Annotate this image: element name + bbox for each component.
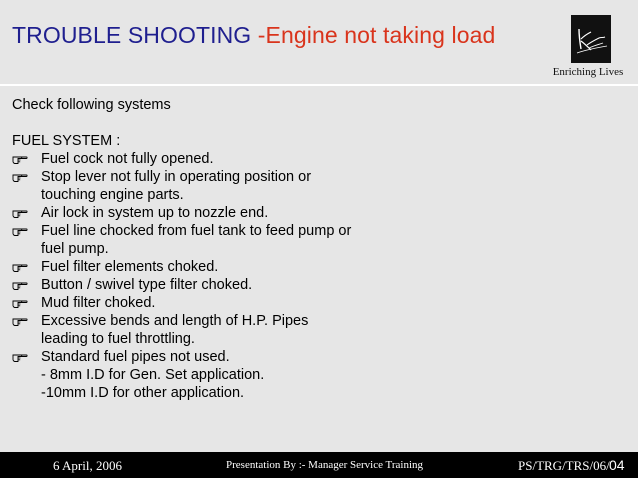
pointing-hand-icon: [12, 298, 28, 309]
pointing-hand-icon: [12, 262, 28, 273]
checklist-item: [12, 276, 612, 294]
slide-title: [12, 22, 495, 49]
slide-body: [12, 96, 612, 402]
pointing-hand-icon: [12, 208, 28, 219]
checklist-item: [12, 312, 612, 348]
sub-points: [12, 366, 612, 402]
checklist-item: [12, 204, 612, 222]
checklist-item: [12, 168, 612, 204]
checklist-item-text: Excessive bends and length of H.P. Pipes: [41, 313, 309, 329]
sub-point: -10mm I.D for other application.: [41, 385, 245, 401]
footer-presenter: Presentation By :- Manager Service Training: [226, 459, 424, 471]
title-divider: [0, 84, 638, 86]
checklist-item-text: Fuel line chocked from fuel tank to feed pump or: [41, 223, 352, 239]
checklist-item: [12, 150, 612, 168]
sub-point: - 8mm I.D for Gen. Set application.: [41, 367, 265, 383]
brand-tagline: Enriching Lives: [552, 66, 624, 78]
checklist-item-text: leading to fuel throttling.: [41, 331, 195, 347]
checklist-item: [12, 258, 612, 276]
checklist: [12, 150, 612, 366]
pointing-hand-icon: [12, 226, 28, 237]
logo-icon: [571, 15, 611, 63]
pointing-hand-icon: [12, 172, 28, 183]
pointing-hand-icon: [12, 352, 28, 363]
pointing-hand-icon: [12, 316, 28, 327]
intro-text: Check following systems: [12, 97, 171, 113]
checklist-item-text: Button / swivel type filter choked.: [41, 277, 253, 293]
footer-bar: [0, 452, 638, 478]
footer-doc-code: PS/TRG/TRS/06/: [518, 458, 610, 473]
checklist-item-text: Standard fuel pipes not used.: [41, 349, 230, 365]
checklist-item: [12, 348, 612, 366]
checklist-item-text: Fuel filter elements choked.: [41, 259, 219, 275]
footer-date: 6 April, 2006: [53, 458, 122, 473]
title-main: TROUBLE SHOOTING: [12, 22, 252, 48]
page-number: 04: [609, 457, 625, 473]
checklist-item-text: Air lock in system up to nozzle end.: [41, 205, 269, 221]
checklist-item-text: Stop lever not fully in operating position or: [41, 169, 312, 185]
checklist-item-text: touching engine parts.: [41, 187, 184, 203]
checklist-item-text: Mud filter choked.: [41, 295, 156, 311]
checklist-item-text: Fuel cock not fully opened.: [41, 151, 214, 167]
pointing-hand-icon: [12, 154, 28, 165]
pointing-hand-icon: [12, 280, 28, 291]
checklist-item: [12, 294, 612, 312]
title-subtitle: -Engine not taking load: [257, 22, 496, 48]
checklist-item: [12, 222, 612, 258]
section-heading: FUEL SYSTEM :: [12, 133, 121, 149]
kirloskar-logo: [571, 15, 611, 63]
checklist-item-text: fuel pump.: [41, 241, 109, 257]
